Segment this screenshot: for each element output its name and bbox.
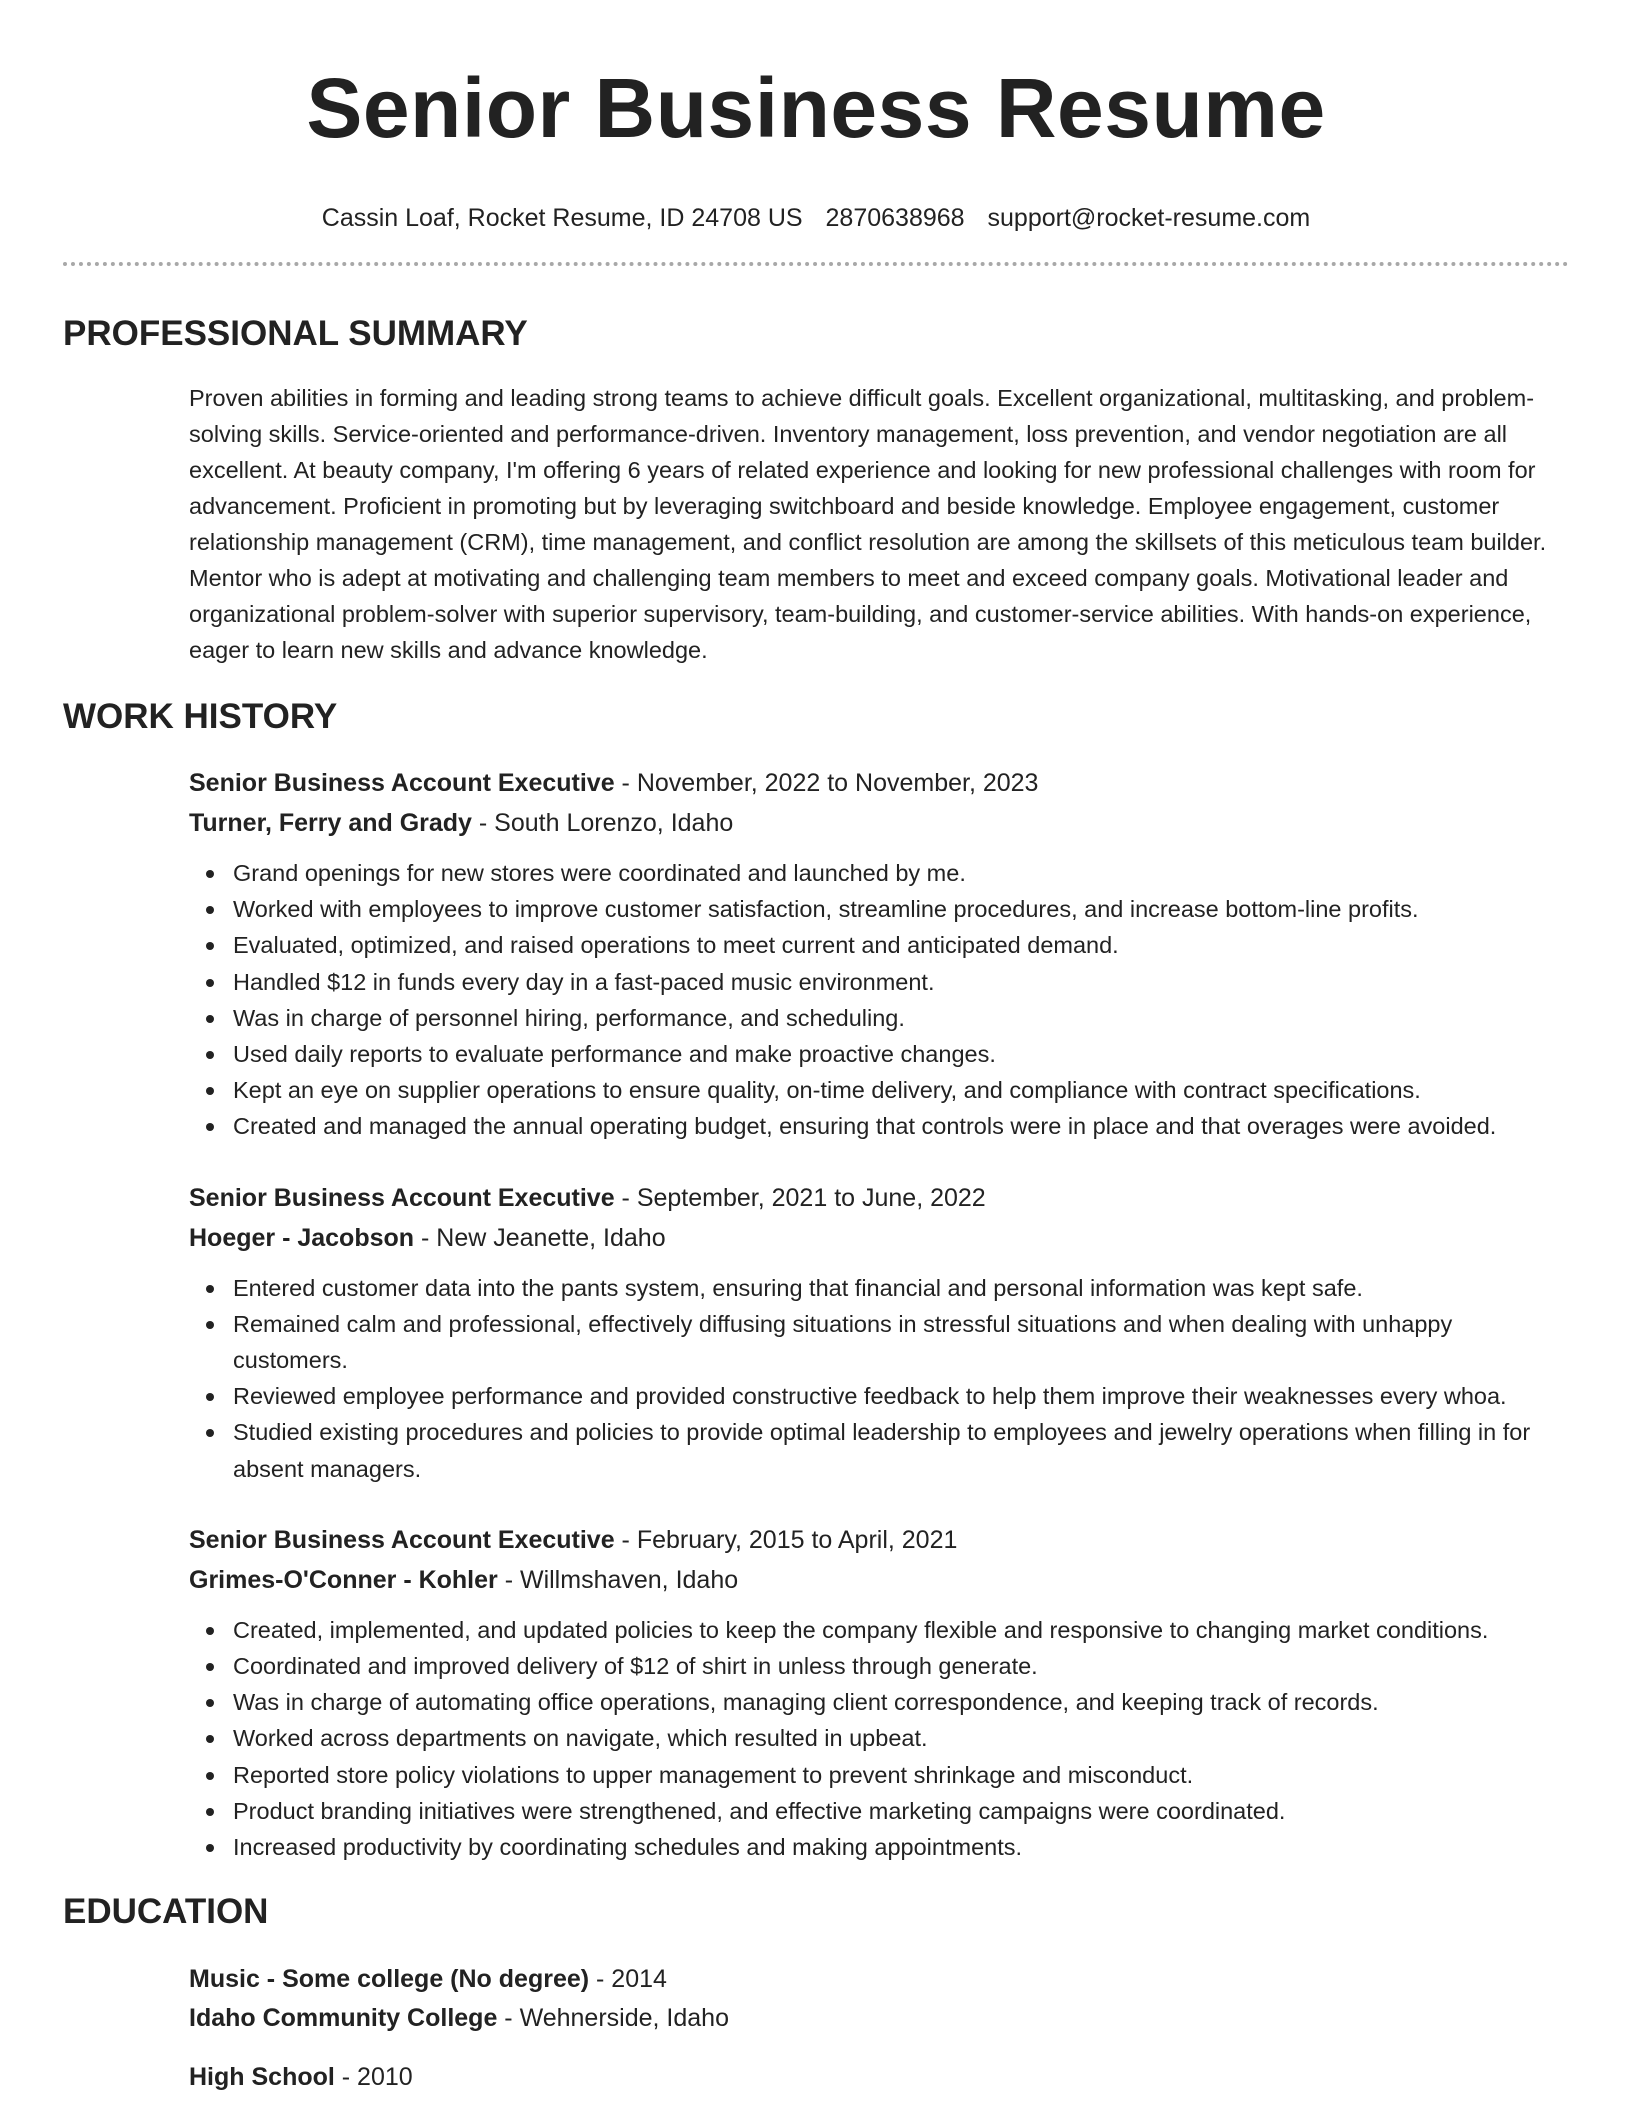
job-bullet: Kept an eye on supplier operations to ensure quality, on-time delivery, and compliance with contract specifications. <box>233 1072 1569 1108</box>
job-location: - Willmshaven, Idaho <box>497 1565 739 1594</box>
job-title-line <box>189 1178 1569 1218</box>
job-bullet: Studied existing procedures and policies to provide optimal leadership to employees and jewelry operations when filling in for absent managers. <box>233 1414 1569 1486</box>
job-bullets <box>189 855 1569 1145</box>
job-bullet: Reviewed employee performance and provided constructive feedback to help them improve their weaknesses every whoa. <box>233 1378 1569 1414</box>
education-year: - 2010 <box>334 2063 413 2092</box>
section-title-work-history: WORK HISTORY <box>63 697 338 736</box>
education-location: - Wehnerside, Idaho <box>497 2004 729 2033</box>
contact-email: support@rocket-resume.com <box>987 204 1311 232</box>
job-dates: - September, 2021 to June, 2022 <box>614 1183 986 1212</box>
contact-line <box>0 202 1632 234</box>
job-bullet: Created, implemented, and updated policies to keep the company flexible and responsive to changing market conditions. <box>233 1612 1569 1648</box>
job-location: - New Jeanette, Idaho <box>414 1223 666 1252</box>
contact-address: Cassin Loaf, Rocket Resume, ID 24708 US <box>321 204 803 232</box>
job-company-line <box>189 803 1569 843</box>
education-degree-line <box>189 2058 1569 2097</box>
job-bullets <box>189 1270 1569 1487</box>
job-company: Hoeger - Jacobson <box>189 1223 415 1252</box>
job-dates: - February, 2015 to April, 2021 <box>614 1525 958 1554</box>
job-entry <box>189 1178 1569 1487</box>
job-bullet: Coordinated and improved delivery of $12 of shirt in unless through generate. <box>233 1648 1569 1684</box>
job-bullet: Remained calm and professional, effectively diffusing situations in stressful situations and when dealing with unhappy customers. <box>233 1306 1569 1378</box>
education-degree: High School <box>189 2063 335 2092</box>
job-company: Turner, Ferry and Grady <box>189 809 472 837</box>
summary-text: Proven abilities in forming and leading strong teams to achieve difficult goals. Excellent organizational, multitasking, and problem-solving skills. Service-oriented and performance-driven. Inventory management, loss prevention, and vendor negotiation are all excellent. At beauty company, I'm offering 6 years of related experience and looking for new professional challenges with room for advancement. Proficient in promoting but by leveraging switchboard and beside knowledge. Employee engagement, customer relationship management (CRM), time management, and conflict resolution are among the skillsets of this meticulous team builder. Mentor who is adept at motivating and challenging team members to meet and exceed company goals. Motivational leader and organizational problem-solver with superior supervisory, team-building, and customer-service abilities. With hands-on experience, eager to learn new skills and advance knowledge. <box>189 385 1547 663</box>
job-title-line <box>189 1520 1569 1560</box>
job-bullet: Evaluated, optimized, and raised operations to meet current and anticipated demand. <box>233 927 1569 963</box>
education-year: - 2014 <box>589 1965 667 1994</box>
job-bullet: Increased productivity by coordinating schedules and making appointments. <box>233 1829 1569 1865</box>
job-bullet: Reported store policy violations to upper management to prevent shrinkage and misconduct. <box>233 1757 1569 1793</box>
job-bullet: Grand openings for new stores were coordinated and launched by me. <box>233 855 1569 891</box>
job-location: - South Lorenzo, Idaho <box>471 809 734 837</box>
job-bullet: Used daily reports to evaluate performance and make proactive changes. <box>233 1036 1569 1072</box>
job-entry <box>189 763 1569 1145</box>
job-bullet: Worked with employees to improve customer satisfaction, streamline procedures, and increase bottom-line profits. <box>233 891 1569 927</box>
job-dates: - November, 2022 to November, 2023 <box>614 769 1039 797</box>
contact-phone: 2870638968 <box>825 204 965 232</box>
resume-title: Senior Business Resume <box>306 61 1326 155</box>
job-role: Senior Business Account Executive <box>189 769 615 797</box>
education-degree: Music - Some college (No degree) <box>189 1965 590 1994</box>
job-bullet: Was in charge of personnel hiring, performance, and scheduling. <box>233 1000 1569 1036</box>
job-bullets <box>189 1612 1569 1865</box>
job-bullet: Product branding initiatives were strengthened, and effective marketing campaigns were coordinated. <box>233 1793 1569 1829</box>
job-role: Senior Business Account Executive <box>189 1525 615 1554</box>
job-bullet: Entered customer data into the pants system, ensuring that financial and personal information was kept safe. <box>233 1270 1569 1306</box>
job-bullet: Worked across departments on navigate, which resulted in upbeat. <box>233 1720 1569 1756</box>
section-title-summary: PROFESSIONAL SUMMARY <box>63 314 528 353</box>
job-company-line <box>189 1560 1569 1600</box>
dotted-divider <box>63 262 1569 266</box>
job-role: Senior Business Account Executive <box>189 1183 615 1212</box>
education-school-line <box>189 1999 1569 2038</box>
job-bullet: Handled $12 in funds every day in a fast-paced music environment. <box>233 964 1569 1000</box>
job-bullet: Was in charge of automating office operations, managing client correspondence, and keeping track of records. <box>233 1684 1569 1720</box>
education-entry <box>189 1960 1569 2038</box>
job-entry <box>189 1520 1569 1865</box>
job-title-line <box>189 763 1569 803</box>
job-company-line <box>189 1218 1569 1258</box>
education-school: Idaho Community College <box>189 2004 498 2033</box>
education-degree-line <box>189 1960 1569 1999</box>
section-title-education: EDUCATION <box>63 1892 269 1932</box>
job-bullet: Created and managed the annual operating budget, ensuring that controls were in place and that overages were avoided. <box>233 1108 1569 1144</box>
job-company: Grimes-O'Conner - Kohler <box>189 1565 498 1594</box>
education-entry <box>189 2058 1569 2097</box>
